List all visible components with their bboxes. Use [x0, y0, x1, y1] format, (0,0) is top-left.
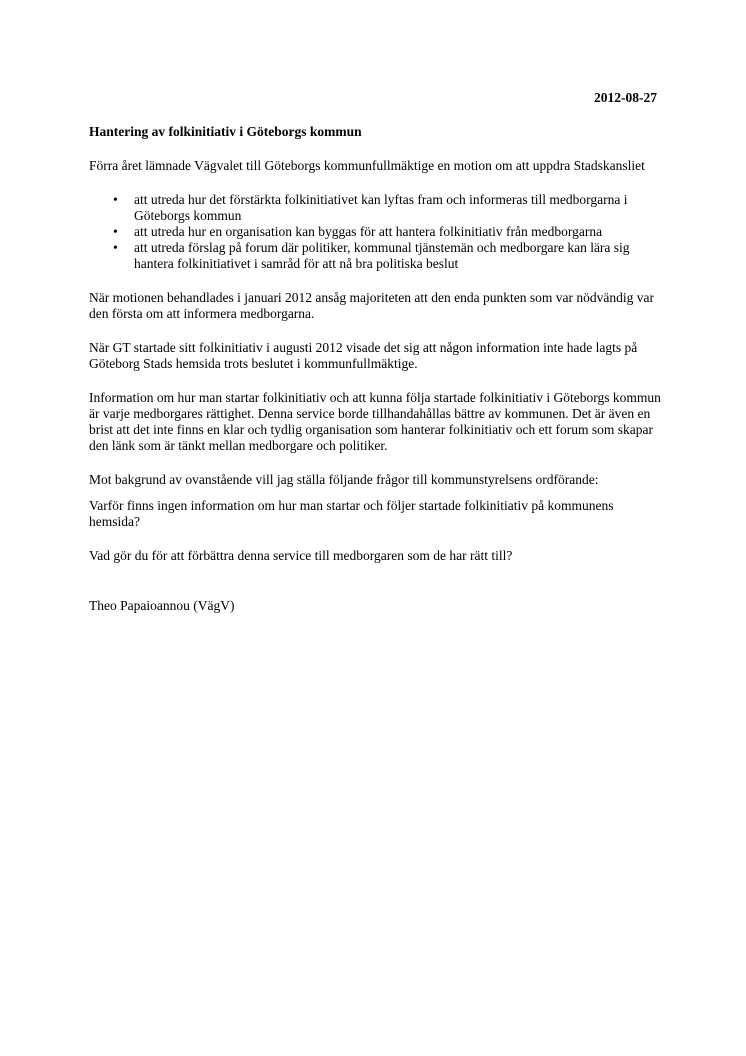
intro-paragraph: Förra året lämnade Vägvalet till Göteborgs kommunfullmäktige en motion om att uppdra Stadskansliet [89, 158, 645, 173]
signature: Theo Papaioannou (VägV) [89, 598, 235, 613]
paragraph-questions-lead: Mot bakgrund av ovanstående vill jag ställa följande frågor till kommunstyrelsens ordförande: [89, 472, 599, 487]
question-1: Varför finns ingen information om hur man startar och följer startade folkinitiativ på kommunens hemsida? [89, 498, 614, 529]
document-body [89, 124, 664, 632]
bullet-icon: • [113, 224, 118, 239]
list-item-text: att utreda hur en organisation kan byggas för att hantera folkinitiativ från medborgarna [134, 224, 603, 239]
document-title: Hantering av folkinitiativ i Göteborgs kommun [89, 124, 362, 139]
document-date: 2012-08-27 [594, 90, 657, 105]
list-item-text: att utreda förslag på forum där politiker, kommunal tjänstemän och medborgare kan lära sig hantera folkinitiativet i samråd för att nå bra politiska beslut [134, 240, 630, 271]
paragraph-gt: När GT startade sitt folkinitiativ i augusti 2012 visade det sig att någon information inte hade lagts på Göteborg Stads hemsida trots beslutet i kommunfullmäktige. [89, 340, 638, 371]
paragraph-motion: När motionen behandlades i januari 2012 ansåg majoriteten att den enda punkten som var nödvändig var den första om att informera medborgarna. [89, 290, 654, 321]
paragraph-information: Information om hur man startar folkinitiativ och att kunna följa startade folkinitiativ i Göteborgs kommun är varje medborgares rättighet. Denna service borde tillhandahållas bättre av kommunen. Det är även en brist att det inte finns en klar och tydlig organisation som hanterar folkinitiativ och ett forum som skapar den länk som är tänkt mellan medborgare och politiker. [89, 390, 661, 453]
bullet-icon: • [113, 192, 118, 207]
list-item-text: att utreda hur det förstärkta folkinitiativet kan lyftas fram och informeras till medborgarna i Göteborgs kommun [134, 192, 628, 223]
bullet-icon: • [113, 240, 118, 255]
spacer [89, 582, 664, 598]
list-item [89, 224, 664, 240]
list-item [89, 240, 664, 272]
bullet-list [89, 192, 664, 272]
list-item [89, 192, 664, 224]
question-2: Vad gör du för att förbättra denna service till medborgaren som de har rätt till? [89, 548, 513, 563]
